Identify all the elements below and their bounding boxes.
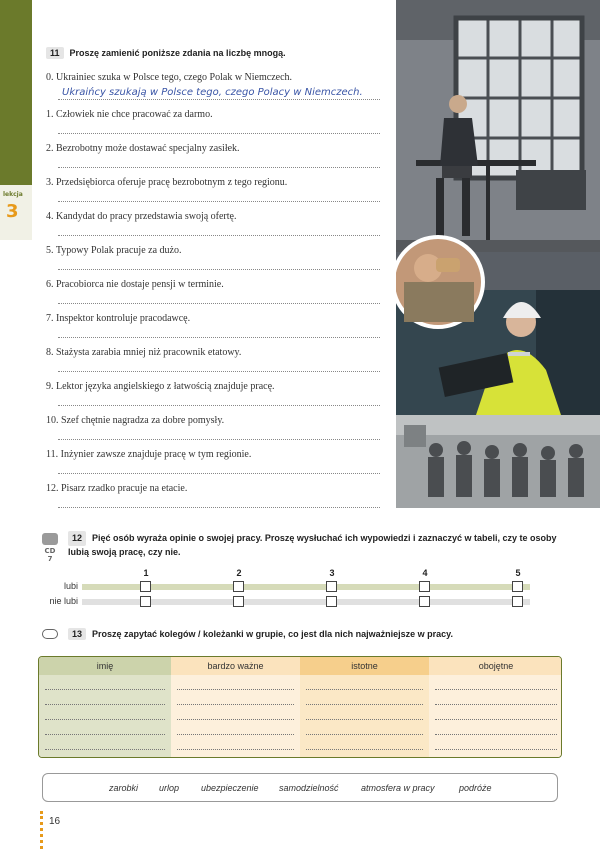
survey-table [38, 656, 562, 758]
likes-checkbox-2[interactable] [233, 581, 244, 592]
answer-line[interactable] [58, 371, 380, 372]
header-indifferent: obojętne [429, 657, 562, 675]
speech-icon [42, 629, 58, 639]
ex11-sentence-7: 7. Inspektor kontroluje pracodawcę. [46, 313, 191, 324]
ex13-instruction: Proszę zapytać kolegów / koleżanki w grupie, co jest dla nich najważniejsze w pracy. [92, 629, 453, 639]
word-item: ubezpieczenie [201, 783, 259, 793]
answer-line[interactable] [58, 133, 380, 134]
header-very-important: bardzo ważne [171, 657, 300, 675]
likes-checkbox-1[interactable] [140, 581, 151, 592]
dislikes-checkbox-3[interactable] [326, 596, 337, 607]
header-name: imię [39, 657, 171, 675]
word-item: zarobki [109, 783, 139, 793]
col-number-3: 3 [329, 568, 335, 578]
word-bank [42, 773, 558, 802]
answer-line[interactable] [45, 749, 165, 750]
ex11-sentence-2: 2. Bezrobotny może dostawać specjalny zasiłek. [46, 143, 240, 154]
col-number-1: 1 [143, 568, 149, 578]
ex11-header [46, 47, 286, 59]
answer-line[interactable] [58, 167, 380, 168]
lesson-label: lekcja [3, 191, 23, 198]
answer-line[interactable] [45, 734, 165, 735]
ex11-sentence-9: 9. Lektor języka angielskiego z łatwością znajduje pracę. [46, 381, 275, 392]
word-item: podróże [459, 783, 492, 793]
lesson-tab [0, 185, 32, 240]
likes-checkbox-3[interactable] [326, 581, 337, 592]
word-item: urlop [159, 783, 180, 793]
col-very-important [171, 657, 300, 757]
dislikes-checkbox-2[interactable] [233, 596, 244, 607]
cd-text: CD [44, 547, 56, 555]
answer-line[interactable] [435, 719, 557, 720]
col-important [300, 657, 429, 757]
answer-line[interactable] [58, 201, 380, 202]
ex12-instruction: Pięć osób wyraża opinie o swojej pracy. Proszę wysłuchać ich wypowiedzi i zaznaczyć w tabeli, czy te osoby lubią swoją pracę, czy nie. [68, 533, 557, 557]
likes-checkbox-4[interactable] [419, 581, 430, 592]
col-indifferent [429, 657, 562, 757]
ex11-instruction: Proszę zamienić poniższe zdania na liczbę mnogą. [69, 48, 286, 58]
ex13-header [68, 628, 453, 640]
ex11-sentence-6: 6. Pracobiorca nie dostaje pensji w terminie. [46, 279, 224, 290]
dislikes-checkbox-1[interactable] [140, 596, 151, 607]
ex11-sentence-0: 0. Ukrainiec szuka w Polsce tego, czego Polak w Niemczech. [46, 72, 293, 83]
ex11-sentence-10: 10. Szef chętnie nagradza za dobre pomysły. [46, 415, 225, 426]
cd-label [42, 547, 58, 563]
answer-line[interactable] [435, 749, 557, 750]
ex13-number: 13 [68, 628, 86, 640]
answer-line[interactable] [58, 99, 380, 100]
col-number-4: 4 [422, 568, 428, 578]
answer-line[interactable] [435, 734, 557, 735]
answer-line[interactable] [58, 473, 380, 474]
dislikes-checkbox-4[interactable] [419, 596, 430, 607]
answer-line[interactable] [435, 689, 557, 690]
ex11-sentence-5: 5. Typowy Polak pracuje za dużo. [46, 245, 182, 256]
col-number-5: 5 [515, 568, 521, 578]
photo-collage [396, 0, 600, 508]
answer-line[interactable] [45, 719, 165, 720]
photo-collage-art [396, 0, 600, 508]
answer-line[interactable] [306, 704, 423, 705]
cd-track-number: 7 [47, 555, 53, 563]
answer-line[interactable] [306, 719, 423, 720]
ex11-number: 11 [46, 47, 64, 59]
dislikes-checkbox-5[interactable] [512, 596, 523, 607]
answer-line[interactable] [45, 689, 165, 690]
answer-line[interactable] [177, 689, 294, 690]
answer-line[interactable] [58, 507, 380, 508]
answer-line[interactable] [58, 439, 380, 440]
header-important: istotne [300, 657, 429, 675]
ex12-number: 12 [68, 531, 86, 546]
answer-line[interactable] [58, 405, 380, 406]
answer-line[interactable] [306, 749, 423, 750]
answer-line[interactable] [435, 704, 557, 705]
word-item: atmosfera w pracy [361, 783, 435, 793]
answer-line[interactable] [58, 337, 380, 338]
answer-line[interactable] [58, 269, 380, 270]
answer-line[interactable] [58, 235, 380, 236]
ex11-sentence-8: 8. Stażysta zarabia mniej niż pracownik etatowy. [46, 347, 242, 358]
footer-decoration [40, 811, 43, 849]
ex11-sentence-4: 4. Kandydat do pracy przedstawia swoją ofertę. [46, 211, 237, 222]
answer-line[interactable] [177, 719, 294, 720]
answer-line[interactable] [306, 734, 423, 735]
answer-line[interactable] [306, 689, 423, 690]
ex11-sentence-1: 1. Człowiek nie chce pracować za darmo. [46, 109, 213, 120]
answer-line[interactable] [58, 303, 380, 304]
lesson-number: 3 [6, 201, 19, 222]
ex11-sentence-12: 12. Pisarz rzadko pracuje na etacie. [46, 483, 188, 494]
col-name [39, 657, 171, 757]
ex11-example-answer: Ukraińcy szukają w Polsce tego, czego Polacy w Niemczech. [62, 87, 363, 98]
row-label-dislikes: nie lubi [49, 596, 78, 606]
answer-line[interactable] [177, 734, 294, 735]
ex12-header [68, 531, 564, 559]
col-number-2: 2 [236, 568, 242, 578]
answer-line[interactable] [177, 749, 294, 750]
row-label-likes: lubi [63, 581, 78, 591]
answer-line[interactable] [45, 704, 165, 705]
likes-checkbox-5[interactable] [512, 581, 523, 592]
answer-line[interactable] [177, 704, 294, 705]
audio-icon [42, 533, 58, 545]
word-item: samodzielność [279, 783, 339, 793]
ex11-sentence-3: 3. Przedsiębiorca oferuje pracę bezrobotnym z tego regionu. [46, 177, 288, 188]
ex11-sentence-11: 11. Inżynier zawsze znajduje pracę w tym regionie. [46, 449, 252, 460]
page-number: 16 [49, 816, 61, 827]
